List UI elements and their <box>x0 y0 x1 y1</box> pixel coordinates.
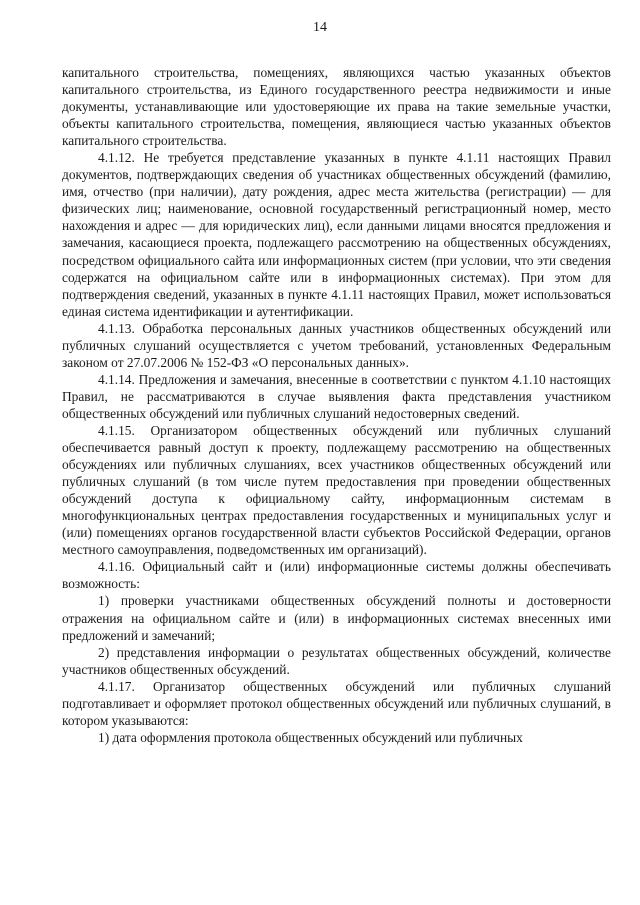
paragraph-4-1-14: 4.1.14. Предложения и замечания, внесенные в соответствии с пунктом 4.1.10 настоящих Правил, не рассматриваются в случае выявления факта представления участником общественных обсуждений или публичных слушаний недостоверных сведений. <box>62 371 611 421</box>
paragraph-4-1-16: 4.1.16. Официальный сайт и (или) информационные системы должны обеспечивать возможность: <box>62 559 611 592</box>
list-item-4-1-16-2: 2) представления информации о результатах общественных обсуждений, количестве участников общественных обсуждений. <box>62 644 611 677</box>
list-item-4-1-17-1: 1) дата оформления протокола общественных обсуждений или публичных <box>98 729 523 745</box>
paragraph-4-1-15: 4.1.15. Организатором общественных обсуждений или публичных слушаний обеспечивается равный доступ к проекту, подлежащему рассмотрению на общественных обсуждениях или публичных слушаниях, всех участников общественных обсуждений или публичных слушаний (в том числе путем предоставления при проведении общественных обсуждений доступа к официальному сайту, информационным системам в многофункциональных центрах предоставления государственных и муниципальных услуг и (или) помещениях органов государственной власти субъектов Российской Федерации, органов местного самоуправления, подведомственных им организаций). <box>62 422 611 558</box>
document-body <box>62 64 611 746</box>
paragraph-4-1-12: 4.1.12. Не требуется представление указанных в пункте 4.1.11 настоящих Правил документов, подтверждающих сведения об участниках общественных обсуждений (фамилию, имя, отчество (при наличии), дату рождения, адрес места жительства (регистрации) — для физических лиц; наименование, основной государственный регистрационный номер, место нахождения и адрес — для юридических лиц), если данными лицами вносятся предложения и замечания, касающиеся проекта, подлежащего рассмотрению на общественных обсуждениях, посредством официального сайта или информационных систем (при условии, что эти сведения содержатся на официальном сайте или в информационных системах). При этом для подтверждения сведений, указанных в пункте 4.1.11 настоящих Правил, может использоваться единая система идентификации и аутентификации. <box>62 150 611 319</box>
list-item-4-1-16-1: 1) проверки участниками общественных обсуждений полноты и достоверности отражения на официальном сайте и (или) в информационных системах внесенных ими предложений и замечаний; <box>62 593 611 643</box>
paragraph-4-1-13: 4.1.13. Обработка персональных данных участников общественных обсуждений или публичных слушаний осуществляется с учетом требований, установленных Федеральным законом от 27.07.2006 № 152-ФЗ «О персональных данных». <box>62 320 611 370</box>
paragraph-4-1-17: 4.1.17. Организатор общественных обсуждений или публичных слушаний подготавливает и оформляет протокол общественных обсуждений или публичных слушаний, в котором указываются: <box>62 678 611 728</box>
page-number: 14 <box>313 20 327 35</box>
paragraph-continuation: капитального строительства, помещениях, являющихся частью указанных объектов капитального строительства, из Единого государственного реестра недвижимости и иные документы, устанавливающие или удостоверяющие их права на такие земельные участки, объекты капитального строительства, помещения, являющиеся частью указанных объектов капитального строительства. <box>62 65 611 149</box>
